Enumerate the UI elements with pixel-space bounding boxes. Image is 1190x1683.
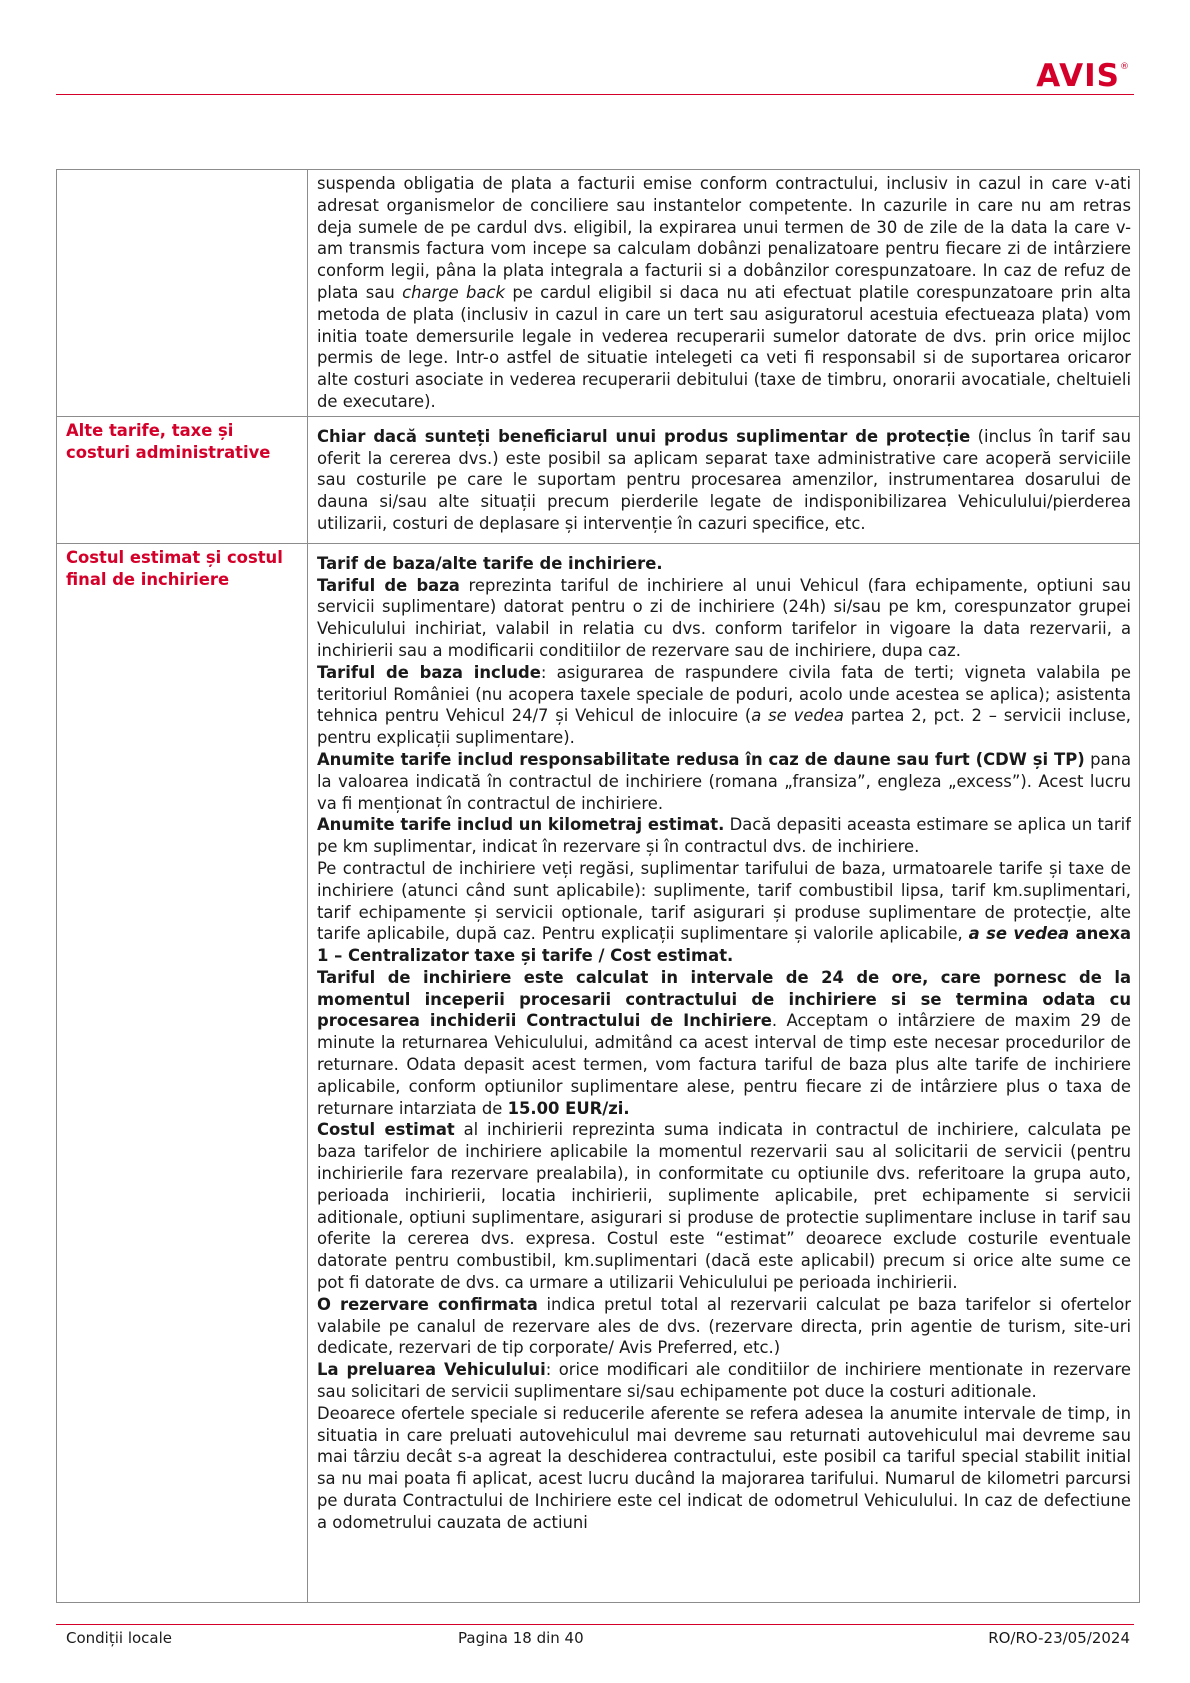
footer-divider	[56, 1624, 1134, 1625]
avis-logo: AVIS®	[1036, 58, 1130, 94]
footer-page-number: Pagina 18 din 40	[458, 1629, 584, 1647]
table-row	[57, 416, 1140, 543]
footer-doc-title: Condiții locale	[66, 1629, 173, 1647]
row-text: Tarif de baza/alte tarife de inchiriere. Tariful de baza reprezinta tariful de inchiriere al unui Vehicul (fara echipamente, optiuni sau servicii suplimentare) datorat pentru o zi de inchiriere (24h) si/sau pe km, corespunzator grupei Vehiculului inchiriat, valabil in relatia cu dvs. conform tarifelor in vigoare la data rezervarii, a inchirierii sau a modificarii conditiilor de rezervare sau de inchiriere, dupa caz. Tariful de baza include: asigurarea de raspundere civila fata de terti; vigneta valabila pe teritoriul României (nu acopera taxele speciale de poduri, acolo unde acestea se aplica); asistenta tehnica pentru Vehicul 24/7 și Vehicul de inlocuire (a se vedea partea 2, pct. 2 – servicii incluse, pentru explicații suplimentare). Anumite tarife includ responsabilitate redusa în caz de daune sau furt (CDW și TP) pana la valoarea indicată în contractul de inchiriere (romana „fransiza”, engleza „excess”). Acest lucru va fi menționat în contractul de inchiriere. Anumite tarife includ un kilometraj estimat. Dacă depasiti aceasta estimare se aplica un tarif pe km suplimentar, indicat în rezervare și în contractul dvs. de inchiriere. Pe contractul de inchiriere veți regăsi, suplimentar tarifului de baza, urmatoarele tarife și taxe de inchiriere (atunci când sunt aplicabile): suplimente, tarif combustibil lipsa, tarif km.suplimentari, tarif echipamente și servicii optionale, tarif asigurari și produse suplimentare de protecție, alte tarife aplicabile, după caz. Pentru explicații suplimentare și valorile aplicabile, a se vedea anexa 1 – Centralizator taxe și tarife / Cost estimat. Tariful de inchiriere este calculat in intervale de 24 de ore, care pornesc de la momentul inceperii procesarii contractului de inchiriere si se termina odata cu procesarea inchiderii Contractului de Inchiriere. Acceptam o intârziere de maxim 29 de minute la returnarea Vehiculului, admitând ca acest interval de timp este necesar procedurilor de returnare. Odata depasit acest termen, vom factura tariful de baza plus alte tarife de inchiriere aplicabile, conform optiunilor suplimentare alese, pentru fiecare zi de intârziere plus o taxa de returnare intarziata de 15.00 EUR/zi. Costul estimat al inchirierii reprezinta suma indicata in contractul de inchiriere, calculata pe baza tarifelor de inchiriere aplicabile la momentul rezervarii sau al solicitarii de servicii (pentru inchirierile fara rezervare prealabila), in conformitate cu optiunile dvs. referitoare la grupa auto, perioada inchirierii, locatia inchirierii, suplimente aplicabile, pret echipamente si servicii aditionale, optiuni suplimentare, asigurari si produse de protectie suplimentare incluse in tarif sau oferite la cererea dvs. expresa. Costul este “estimat” deoarece exclude costurile eventuale datorate pentru combustibil, km.suplimentari (dacă este aplicabil) precum si orice alte sume ce pot fi datorate de dvs. ca urmare a utilizarii Vehiculului pe perioada inchirierii. O rezervare confirmata indica pretul total al rezervarii calculat pe baza tarifelor si ofertelor valabile pe canalul de rezervare ales de dvs. (rezervare directa, prin agentie de turism, site-uri dedicate, rezervari de tip corporate/ Avis Preferred, etc.) La preluarea Vehiculului: orice modificari ale conditiilor de inchiriere mentionate in rezervare sau solicitari de servicii suplimentare si/sau echipamente pot duce la costuri aditionale. Deoarece ofertele speciale si reducerile aferente se refera adesea la anumite intervale de timp, in situatia in care preluati autovehiculul mai devreme sau returnati autovehiculul mai devreme sau mai târziu decât s-a agreat la deschiderea contractului, este posibil ca tariful special stabilit initial sa nu mai poata fi aplicat, acest lucru ducând la majorarea tarifului. Numarul de kilometri parcursi pe durata Contractului de Inchiriere este cel indicat de odometrul Vehiculului. In caz de defectiune a odometrului cauzata de actiuni	[308, 543, 1140, 1602]
row-label: Costul estimat și costul final de inchiriere	[57, 543, 308, 1602]
table-row	[57, 543, 1140, 1602]
row-label	[57, 170, 308, 417]
footer-doc-code: RO/RO-23/05/2024	[988, 1629, 1130, 1647]
header-divider	[56, 94, 1134, 95]
row-label: Alte tarife, taxe și costuri administrative	[57, 416, 308, 543]
row-text: Chiar dacă sunteți beneficiarul unui produs suplimentar de protecție (inclus în tarif sau oferit la cererea dvs.) este posibil sa aplicam separat taxe administrative care acoperă serviciile sau costurile pe care le suportam pentru procesarea amenzilor, instrumentarea dosarului de dauna si/sau alte situații precum pierderile legate de indisponibilizarea Vehiculului/pierderea utilizarii, costuri de deplasare și intervenție în cazuri specifice, etc.	[308, 416, 1140, 543]
row-text: suspenda obligatia de plata a facturii emise conform contractului, inclusiv in cazul in care v-ati adresat organismelor de conciliere sau instantelor competente. In cazurile in care nu am retras deja sumele de pe cardul dvs. eligibil, la expirarea unui termen de 30 de zile de la data la care v-am transmis factura vom incepe sa calculam dobânzi penalizatoare pentru fiecare zi de intârziere conform legii, pâna la plata integrala a facturii si a dobânzilor corespunzatoare. In caz de refuz de plata sau charge back pe cardul eligibil si daca nu ati efectuat platile corespunzatoare prin alta metoda de plata (inclusiv in cazul in care un tert sau asiguratorul acestuia efectueaza plata) vom initia toate demersurile legale in vederea recuperarii sumelor datorate de dvs. prin orice mijloc permis de lege. Intr-o astfel de situatie intelegeti ca veti fi responsabil si de suportarea oricaror alte costuri asociate in vederea recuperarii debitului (taxe de timbru, onorarii avocatiale, cheltuieli de executare).	[308, 170, 1140, 417]
table-row	[57, 170, 1140, 417]
conditions-table	[56, 169, 1140, 1603]
